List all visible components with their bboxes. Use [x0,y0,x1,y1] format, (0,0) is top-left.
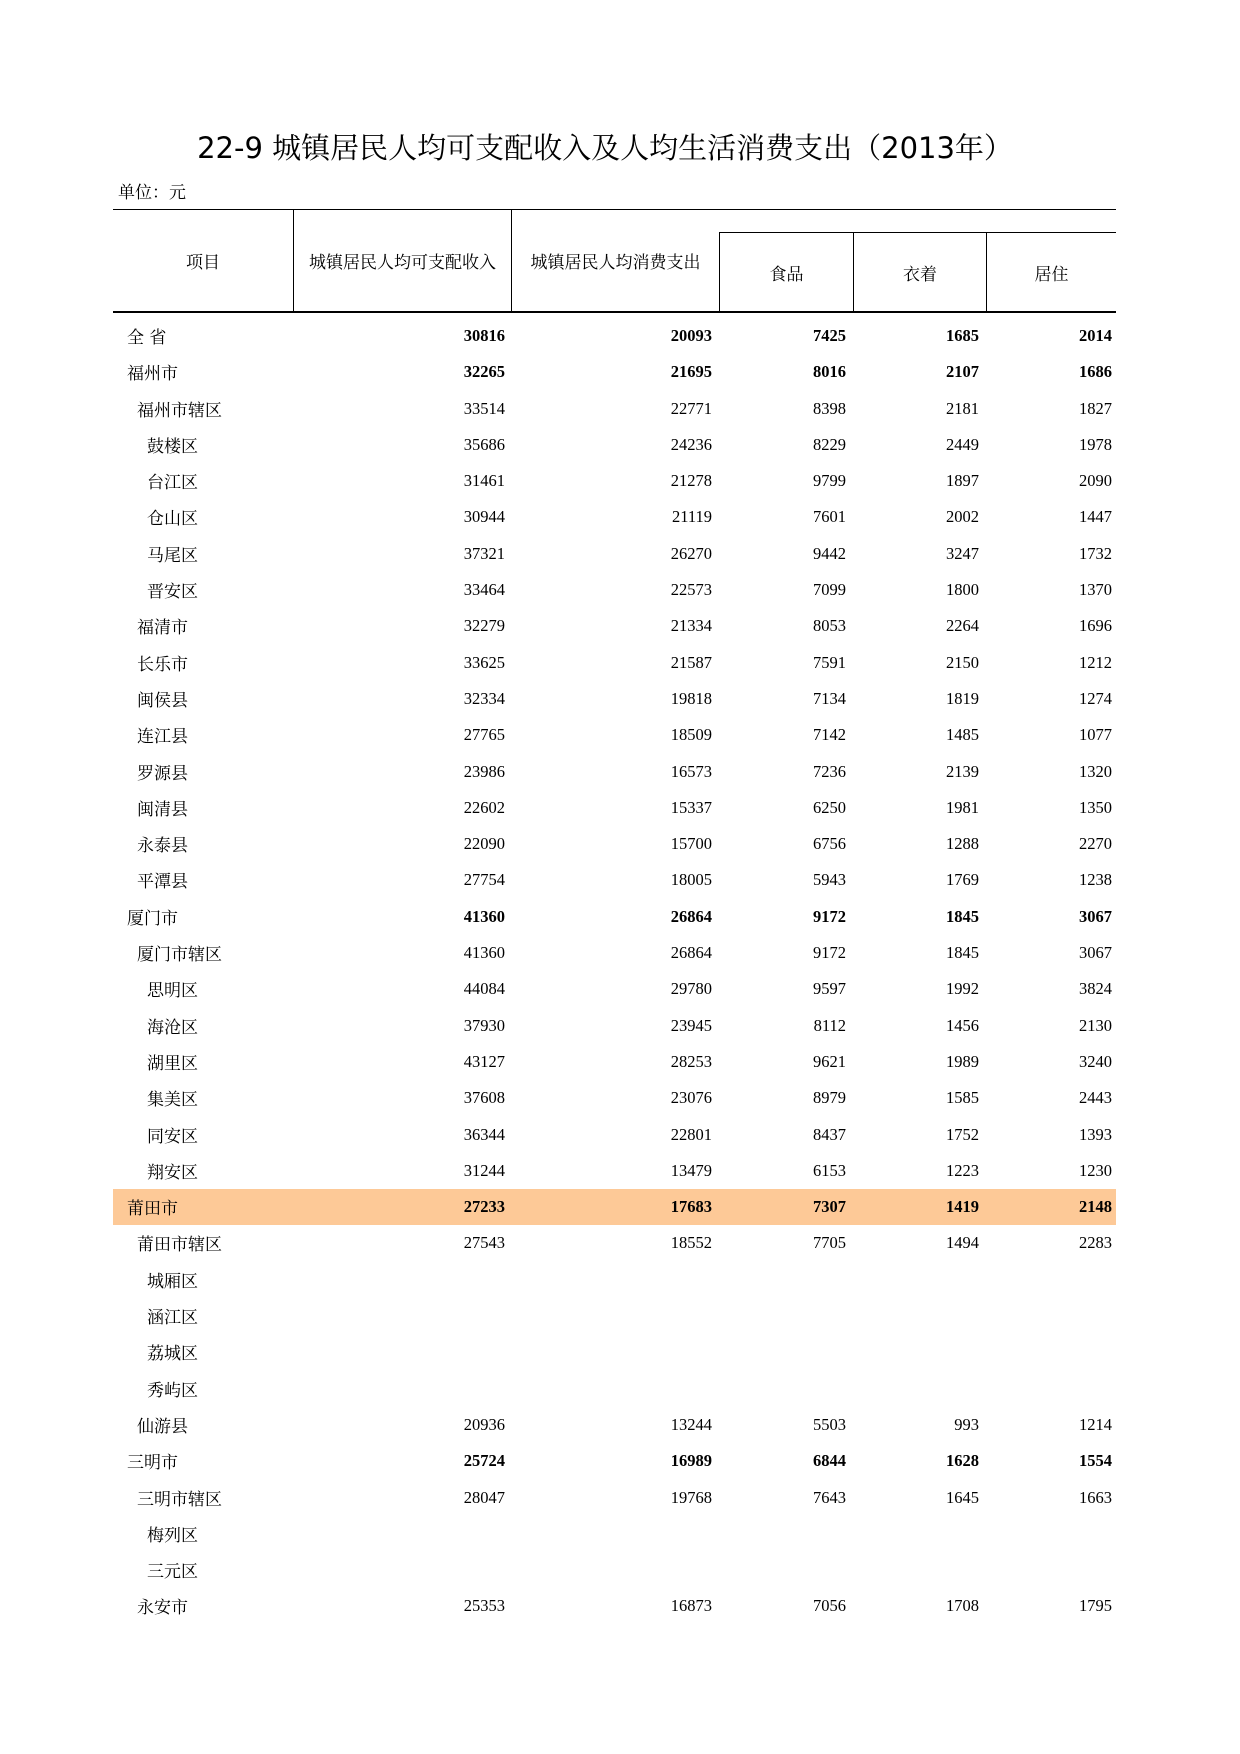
cell-consumption: 23076 [670,1088,712,1108]
cell-housing: 2283 [1079,1233,1112,1253]
row-label: 福清市 [137,618,188,639]
cell-housing [113,1334,1112,1370]
row-label: 思明区 [147,981,198,1002]
cell-housing: 1238 [1079,870,1112,890]
header-item: 项目 [186,252,220,273]
table-row [113,391,1116,427]
cell-disposable-income: 30816 [463,326,505,345]
row-label: 荔城区 [147,1344,198,1365]
row-label: 涵江区 [147,1308,198,1329]
cell-housing: 1696 [1079,616,1112,636]
cell-consumption: 21334 [670,616,712,636]
cell-consumption: 18005 [670,870,712,890]
cell-food: 7425 [813,326,846,345]
cell-clothing: 1685 [946,326,979,345]
cell-consumption: 26270 [670,543,712,563]
table-row [113,790,1116,826]
cell-housing: 2148 [1079,1197,1112,1217]
table-header [113,209,1116,313]
cell-clothing: 1645 [946,1487,979,1507]
table-row [113,1044,1116,1080]
table-row [113,1588,1116,1624]
cell-disposable-income: 27754 [463,870,505,890]
row-label: 三明市辖区 [137,1489,222,1510]
cell-food: 6250 [813,797,846,817]
row-label: 闽侯县 [137,690,188,711]
table-row [113,1117,1116,1153]
row-label: 莆田市辖区 [137,1235,222,1256]
header-consumption: 城镇居民人均消费支出 [530,252,701,273]
cell-food: 5943 [813,870,846,890]
cell-food: 7142 [813,725,846,745]
cell-housing [113,1262,1112,1298]
cell-housing: 1212 [1079,652,1112,672]
cell-disposable-income: 43127 [463,1051,505,1071]
cell-food: 7591 [813,652,846,672]
cell-clothing: 1897 [946,471,979,491]
table-row [113,1371,1116,1407]
cell-clothing: 3247 [946,543,979,563]
cell-clothing: 1419 [946,1197,979,1217]
table-row [113,899,1116,935]
cell-food: 6153 [813,1160,846,1180]
cell-housing: 3240 [1079,1051,1112,1071]
header-bottom-rule [113,311,1116,313]
cell-food: 7601 [813,507,846,527]
row-label: 梅列区 [147,1525,198,1546]
cell-food: 9621 [813,1051,846,1071]
cell-housing: 3067 [1079,906,1112,926]
row-label: 厦门市辖区 [137,945,222,966]
cell-consumption: 16873 [670,1596,712,1616]
cell-consumption: 22801 [670,1124,712,1144]
table-row [113,1443,1116,1479]
table-row [113,1262,1116,1298]
cell-housing: 3824 [1079,979,1112,999]
cell-clothing: 2107 [946,362,979,382]
cell-disposable-income: 28047 [463,1487,505,1507]
cell-clothing: 2139 [946,761,979,781]
cell-food: 7705 [813,1233,846,1253]
table-body [113,318,1116,1625]
cell-food: 5503 [813,1414,846,1434]
page-title: 22-9 城镇居民人均可支配收入及人均生活消费支出（2013年） [197,131,1013,165]
cell-housing: 1370 [1079,580,1112,600]
cell-food: 8229 [813,434,846,454]
table-row [113,1189,1116,1225]
cell-housing: 1554 [1079,1451,1112,1471]
cell-housing: 1447 [1079,507,1112,527]
cell-housing: 2130 [1079,1015,1112,1035]
row-label: 全 省 [127,328,167,348]
cell-consumption: 22573 [670,580,712,600]
cell-housing: 1214 [1079,1414,1112,1434]
table-row [113,1407,1116,1443]
row-label: 长乐市 [137,654,188,675]
row-label: 莆田市 [127,1199,178,1220]
table-row [113,427,1116,463]
table-row [113,1334,1116,1370]
cell-disposable-income: 22602 [463,797,505,817]
row-label: 海沧区 [147,1017,198,1038]
cell-housing: 1686 [1079,362,1112,382]
cell-consumption: 21587 [670,652,712,672]
cell-consumption: 26864 [670,906,712,926]
cell-food: 6844 [813,1451,846,1471]
cell-housing: 2270 [1079,834,1112,854]
cell-housing [113,1298,1112,1334]
cell-food: 7643 [813,1487,846,1507]
row-label: 仙游县 [137,1416,188,1437]
cell-housing: 2443 [1079,1088,1112,1108]
cell-consumption: 13244 [670,1414,712,1434]
cell-clothing: 1456 [946,1015,979,1035]
row-label: 马尾区 [147,545,198,566]
table-row [113,717,1116,753]
cell-disposable-income: 44084 [463,979,505,999]
cell-clothing: 1819 [946,688,979,708]
cell-clothing: 1494 [946,1233,979,1253]
cell-clothing: 1628 [946,1451,979,1471]
row-label: 永泰县 [137,836,188,857]
cell-clothing: 2181 [946,398,979,418]
table-row [113,1516,1116,1552]
cell-food: 9172 [813,906,846,926]
cell-disposable-income: 36344 [463,1124,505,1144]
table-row [113,754,1116,790]
cell-housing: 1274 [1079,688,1112,708]
cell-disposable-income: 20936 [463,1414,505,1434]
cell-disposable-income: 33464 [463,580,505,600]
table-row [113,608,1116,644]
row-label: 平潭县 [137,872,188,893]
header-housing: 居住 [1034,264,1069,285]
table-row [113,971,1116,1007]
cell-housing: 2090 [1079,471,1112,491]
table-row [113,1480,1116,1516]
row-label: 福州市辖区 [137,400,222,421]
cell-food: 7307 [813,1197,846,1217]
table-row [113,499,1116,535]
cell-disposable-income: 27233 [463,1197,505,1217]
cell-clothing: 2264 [946,616,979,636]
cell-consumption: 18509 [670,725,712,745]
cell-consumption: 15337 [670,797,712,817]
cell-housing: 1795 [1079,1596,1112,1616]
cell-food: 8053 [813,616,846,636]
cell-clothing: 1800 [946,580,979,600]
cell-housing: 3067 [1079,943,1112,963]
table-row [113,681,1116,717]
cell-food: 7134 [813,688,846,708]
cell-housing: 2014 [1079,326,1112,345]
cell-clothing: 2449 [946,434,979,454]
cell-clothing: 1845 [946,906,979,926]
cell-consumption: 28253 [670,1051,712,1071]
cell-disposable-income: 25353 [463,1596,505,1616]
table-row [113,1153,1116,1189]
cell-consumption: 19768 [670,1487,712,1507]
row-label: 秀屿区 [147,1380,198,1401]
row-label: 同安区 [147,1126,198,1147]
cell-disposable-income: 30944 [463,507,505,527]
cell-clothing: 1708 [946,1596,979,1616]
cell-consumption: 17683 [670,1197,712,1217]
table-row [113,463,1116,499]
row-label: 三明市 [127,1453,178,1474]
table-row [113,354,1116,390]
cell-disposable-income: 27765 [463,725,505,745]
cell-clothing: 1288 [946,834,979,854]
cell-housing: 1320 [1079,761,1112,781]
cell-housing: 1663 [1079,1487,1112,1507]
cell-consumption: 22771 [670,398,712,418]
row-label: 三元区 [147,1562,198,1583]
cell-consumption: 21278 [670,471,712,491]
cell-disposable-income: 35686 [463,434,505,454]
cell-consumption: 18552 [670,1233,712,1253]
row-label: 晋安区 [147,582,198,603]
cell-consumption: 16573 [670,761,712,781]
cell-housing: 1978 [1079,434,1112,454]
cell-disposable-income: 41360 [463,906,505,926]
cell-clothing: 1981 [946,797,979,817]
cell-clothing: 1752 [946,1124,979,1144]
cell-disposable-income: 32265 [463,362,505,382]
cell-food: 8398 [813,398,846,418]
cell-food: 8016 [813,362,846,382]
unit-label: 单位：元 [118,183,186,203]
cell-clothing: 1989 [946,1051,979,1071]
cell-disposable-income: 27543 [463,1233,505,1253]
table-row [113,862,1116,898]
cell-disposable-income: 37930 [463,1015,505,1035]
cell-food: 9597 [813,979,846,999]
header-clothing: 衣着 [903,264,937,285]
cell-housing [113,1516,1112,1552]
cell-consumption: 24236 [670,434,712,454]
cell-disposable-income: 41360 [463,943,505,963]
cell-disposable-income: 37608 [463,1088,505,1108]
cell-disposable-income: 37321 [463,543,505,563]
cell-consumption: 21119 [671,507,712,527]
table-row [113,826,1116,862]
table-row [113,1225,1116,1261]
table-row [113,1552,1116,1588]
cell-clothing: 1485 [946,725,979,745]
row-label: 闽清县 [137,799,188,820]
cell-housing: 1827 [1079,398,1112,418]
row-label: 罗源县 [137,763,188,784]
cell-food: 9799 [813,471,846,491]
cell-clothing: 1992 [946,979,979,999]
cell-disposable-income: 32279 [463,616,505,636]
table-row [113,1008,1116,1044]
cell-consumption: 20093 [670,326,712,345]
cell-disposable-income: 33514 [463,398,505,418]
cell-disposable-income: 33625 [463,652,505,672]
cell-food: 7099 [813,580,846,600]
cell-housing [113,1371,1112,1407]
table-row [113,318,1116,354]
cell-disposable-income: 22090 [463,834,505,854]
cell-food: 8979 [813,1088,846,1108]
cell-consumption: 26864 [670,943,712,963]
cell-disposable-income: 31244 [463,1160,505,1180]
table-row [113,536,1116,572]
cell-disposable-income: 32334 [463,688,505,708]
cell-food: 9172 [813,943,846,963]
cell-housing: 1350 [1079,797,1112,817]
row-label: 湖里区 [147,1053,198,1074]
table-row [113,572,1116,608]
cell-clothing: 1769 [946,870,979,890]
cell-housing: 1230 [1079,1160,1112,1180]
cell-food: 7236 [813,761,846,781]
cell-food: 7056 [813,1596,846,1616]
cell-food: 8437 [813,1124,846,1144]
header-food: 食品 [769,264,804,285]
cell-clothing: 1223 [946,1160,979,1180]
row-label: 仓山区 [147,509,198,530]
cell-disposable-income: 31461 [463,471,505,491]
cell-housing [113,1552,1112,1588]
cell-food: 9442 [813,543,846,563]
row-label: 翔安区 [147,1162,198,1183]
row-label: 城厢区 [147,1271,198,1292]
cell-consumption: 16989 [670,1451,712,1471]
cell-consumption: 23945 [670,1015,712,1035]
cell-consumption: 13479 [670,1160,712,1180]
table-row [113,1298,1116,1334]
table-row [113,1080,1116,1116]
cell-clothing: 2150 [946,652,979,672]
cell-consumption: 29780 [670,979,712,999]
cell-disposable-income: 23986 [463,761,505,781]
row-label: 永安市 [137,1598,188,1619]
cell-housing: 1077 [1079,725,1112,745]
cell-disposable-income: 25724 [463,1451,505,1471]
cell-housing: 1393 [1079,1124,1112,1144]
cell-clothing: 1845 [946,943,979,963]
cell-food: 8112 [813,1015,846,1035]
row-label: 集美区 [147,1090,198,1111]
table-row [113,645,1116,681]
row-label: 连江县 [137,727,188,748]
row-label: 台江区 [147,473,198,494]
header-disposable-income: 城镇居民人均可支配收入 [309,252,496,273]
cell-consumption: 21695 [670,362,712,382]
cell-clothing: 993 [954,1414,979,1434]
cell-food: 6756 [813,834,846,854]
cell-clothing: 1585 [946,1088,979,1108]
cell-housing: 1732 [1079,543,1112,563]
row-label: 厦门市 [127,908,178,929]
cell-consumption: 15700 [670,834,712,854]
cell-clothing: 2002 [946,507,979,527]
cell-consumption: 19818 [670,688,712,708]
row-label: 福州市 [127,364,178,385]
row-label: 鼓楼区 [147,436,198,457]
table-row [113,935,1116,971]
